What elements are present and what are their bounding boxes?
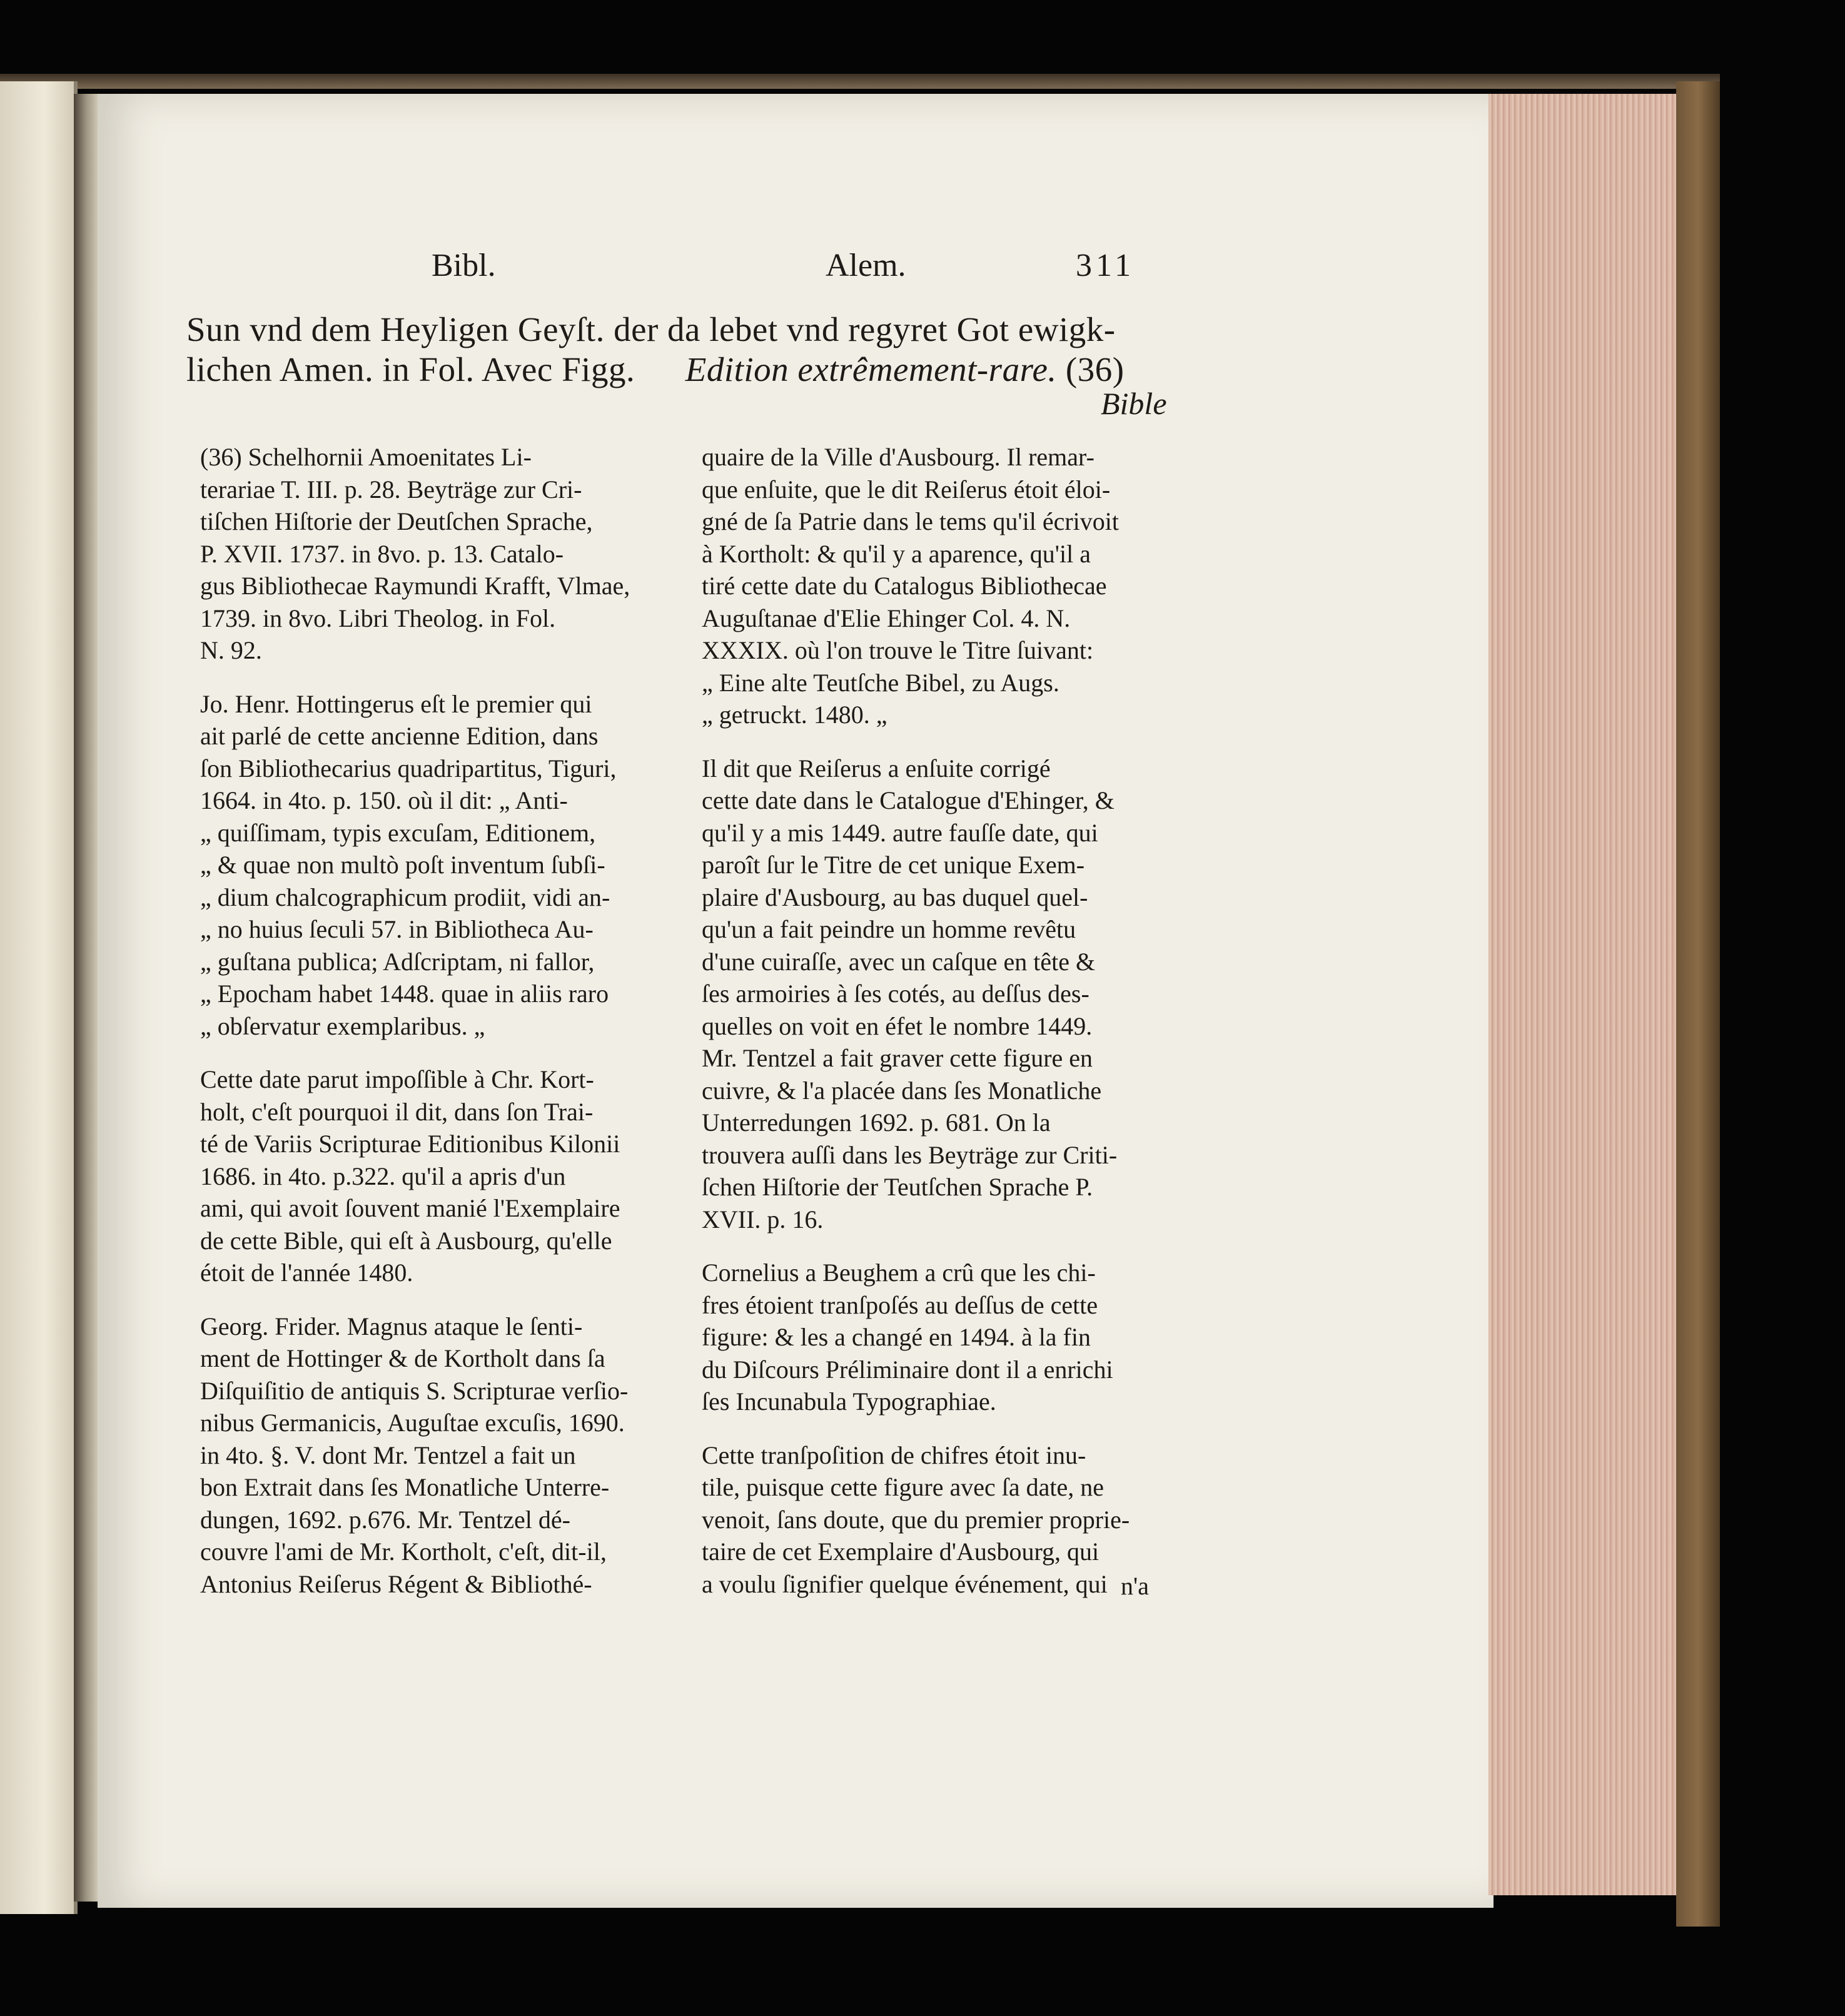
text-line: tiré cette date du Catalogus Bibliothecae: [702, 572, 1107, 600]
beughem-paragraph: [702, 1257, 1155, 1418]
text-line: „ no huius ſeculi 57. in Bibliotheca Au-: [200, 915, 594, 943]
book-title-line-1: Sun vnd dem Heyligen Geyſt. der da lebet vnd regyret Got ewigk-: [186, 310, 1116, 348]
text-line: Jo. Henr. Hottingerus eſt le premier qui: [200, 689, 592, 718]
text-line: N. 92.: [200, 636, 262, 664]
text-line: 1686. in 4to. p.322. qu'il a apris d'un: [200, 1162, 566, 1190]
text-line: tile, puisque cette figure avec ſa date, ne: [702, 1473, 1104, 1501]
ehinger-paragraph: [702, 752, 1155, 1236]
text-line: fres étoient tranſpoſés au deſſus de cette: [702, 1290, 1098, 1319]
text-line: holt, c'eſt pourquoi il dit, dans ſon Trai-: [200, 1097, 594, 1126]
text-line: „ getruckt. 1480. „: [702, 701, 887, 729]
text-line: gné de ſa Patrie dans le tems qu'il écrivoit: [702, 507, 1120, 535]
text-line: XXXIX. où l'on trouve le Titre ſuivant:: [702, 636, 1094, 664]
text-line: taire de cet Exemplaire d'Ausbourg, qui: [702, 1537, 1099, 1566]
text-line: ſchen Hiſtorie der Teutſchen Sprache P.: [702, 1173, 1093, 1201]
text-line: d'une cuiraſſe, avec un caſque en tête &: [702, 947, 1096, 976]
text-line: (36) Schelhornii Amoenitates Li-: [200, 443, 532, 471]
text-line: „ quiſſimam, typis excuſam, Editionem,: [200, 818, 596, 847]
footnote-36-paragraph: [200, 441, 654, 667]
text-line: bon Extrait dans ſes Monatliche Unterre-: [200, 1473, 610, 1501]
text-line: ait parlé de cette ancienne Edition, dans: [200, 722, 599, 750]
text-line: Unterredungen 1692. p. 681. On la: [702, 1108, 1051, 1137]
text-line: Cette date parut impoſſible à Chr. Kort-: [200, 1065, 594, 1093]
text-line: terariae T. III. p. 28. Beyträge zur Cri-: [200, 475, 582, 504]
text-line: XVII. p. 16.: [702, 1205, 824, 1233]
left-page-edge: [0, 81, 78, 1914]
text-line: à Kortholt: & qu'il y a aparence, qu'il a: [702, 539, 1091, 568]
right-column: [702, 441, 1155, 1621]
text-line: qu'un a fait peindre un homme revêtu: [702, 915, 1076, 943]
text-line: té de Variis Scripturae Editionibus Kilonii: [200, 1130, 620, 1158]
edition-rarity-note: Edition extrêmement-rare.: [685, 350, 1057, 388]
text-line: étoit de l'année 1480.: [200, 1259, 413, 1287]
text-line: Antonius Reiſerus Régent & Bibliothé-: [200, 1569, 592, 1598]
text-line: „ guſtana publica; Adſcriptam, ni fallor,: [200, 947, 595, 976]
text-line: paroît ſur le Titre de cet unique Exem-: [702, 851, 1085, 879]
transposition-paragraph: [702, 1439, 1155, 1601]
text-line: „ dium chalcographicum prodiit, vidi an-: [200, 883, 610, 911]
text-line: Il dit que Reiſerus a enſuite corrigé: [702, 754, 1051, 783]
text-line: du Diſcours Préliminaire dont il a enrichi: [702, 1355, 1113, 1384]
text-line: de cette Bible, qui eſt à Ausbourg, qu'elle: [200, 1226, 612, 1255]
book-cover-top: [0, 74, 1720, 89]
text-line: plaire d'Ausbourg, au bas duquel quel-: [702, 883, 1088, 911]
book-gutter: [74, 94, 100, 1902]
text-line: venoit, ſans doute, que du premier proprie-: [702, 1505, 1130, 1534]
footnote-ref-36: (36): [1065, 350, 1125, 388]
text-line: P. XVII. 1737. in 8vo. p. 13. Catalo-: [200, 539, 564, 568]
text-line: Cette tranſpoſition de chifres étoit inu-: [702, 1441, 1086, 1469]
text-line: „ obſervatur exemplaribus. „: [200, 1011, 485, 1040]
text-line: cette date dans le Catalogue d'Ehinger, &: [702, 786, 1115, 814]
text-line: tiſchen Hiſtorie der Deutſchen Sprache,: [200, 507, 593, 535]
text-line: qu'il y a mis 1449. autre fauſſe date, qui: [702, 818, 1098, 847]
text-line: gus Bibliothecae Raymundi Krafft, Vlmae,: [200, 572, 630, 600]
text-line: ami, qui avoit ſouvent manié l'Exemplaire: [200, 1194, 620, 1222]
text-line: trouvera auſſi dans les Beyträge zur Criti-: [702, 1140, 1118, 1169]
text-line: ſes armoiries à ſes cotés, au deſſus des-: [702, 980, 1089, 1008]
running-head-center: Alem.: [826, 248, 906, 283]
text-line: que enſuite, que le dit Reiſerus étoit éloi-: [702, 475, 1111, 504]
text-line: 1664. in 4to. p. 150. où il dit: „ Anti-: [200, 786, 568, 814]
text-line: 1739. in 8vo. Libri Theolog. in Fol.: [200, 604, 556, 632]
text-line: cuivre, & l'a placée dans ſes Monatliche: [702, 1076, 1102, 1105]
text-line: „ & quae non multò poſt inventum ſubſi-: [200, 851, 605, 879]
hottinger-paragraph: [200, 688, 654, 1043]
catchword-na: n'a: [1121, 1572, 1149, 1600]
text-line: ment de Hottinger & de Kortholt dans ſa: [200, 1344, 605, 1372]
kortholt-paragraph: [200, 1063, 654, 1289]
book-cover-spine: [1676, 81, 1720, 1927]
text-line: Cornelius a Beughem a crû que les chi-: [702, 1259, 1096, 1287]
text-line: Auguſtanae d'Elie Ehinger Col. 4. N.: [702, 604, 1071, 632]
text-line: quelles on voit en éfet le nombre 1449.: [702, 1011, 1093, 1040]
text-line: nibus Germanicis, Auguſtae excuſis, 1690.: [200, 1409, 625, 1437]
book-title-line-2: [186, 350, 1162, 389]
running-head-left: Bibl.: [432, 248, 496, 283]
title-line-2-roman: lichen Amen. in Fol. Avec Figg.: [186, 350, 635, 388]
text-line: „ Eine alte Teutſche Bibel, zu Augs.: [702, 668, 1059, 697]
text-line: Georg. Frider. Magnus ataque le ſenti-: [200, 1312, 583, 1340]
magnus-paragraph: [200, 1310, 654, 1601]
left-column: [200, 441, 654, 1621]
text-line: dungen, 1692. p.676. Mr. Tentzel dé-: [200, 1505, 570, 1534]
text-line: „ Epocham habet 1448. quae in aliis raro: [200, 980, 609, 1008]
text-line: a voulu ſignifier quelque événement, qui: [702, 1569, 1108, 1598]
text-line: Mr. Tentzel a fait graver cette figure en: [702, 1044, 1093, 1072]
text-line: quaire de la Ville d'Ausbourg. Il remar-: [702, 443, 1094, 471]
text-line: figure: & les a changé en 1494. à la fin: [702, 1323, 1091, 1351]
catchword-bible: Bible: [1101, 386, 1167, 421]
text-line: Diſquiſitio de antiquis S. Scripturae verſio-: [200, 1376, 629, 1405]
reiserus-paragraph: [702, 441, 1155, 731]
page-number: 311: [1076, 248, 1135, 283]
text-line: ſon Bibliothecarius quadripartitus, Tiguri,: [200, 754, 617, 783]
page-block-edge: [1489, 94, 1679, 1895]
text-line: ſes Incunabula Typographiae.: [702, 1387, 996, 1416]
text-line: couvre l'ami de Mr. Kortholt, c'eſt, dit-il,: [200, 1537, 607, 1566]
text-line: in 4to. §. V. dont Mr. Tentzel a fait un: [200, 1441, 576, 1469]
